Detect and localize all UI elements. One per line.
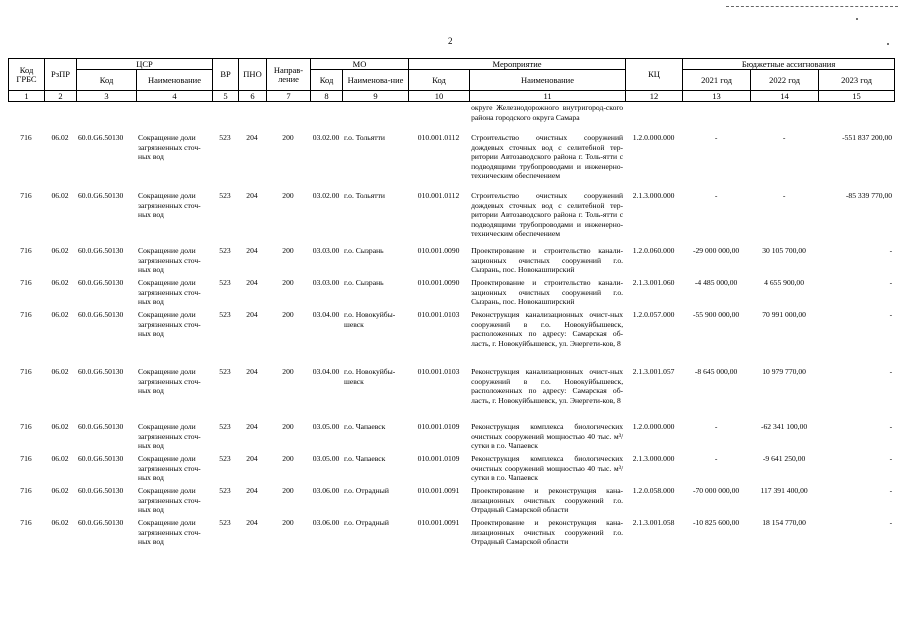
cell-grbs: 716 <box>20 133 32 142</box>
cell-2022: -9 641 250,00 <box>762 454 806 463</box>
cell-napr: 200 <box>282 422 294 431</box>
hdr-kc: КЦ <box>626 59 683 91</box>
cell-rzpr: 06.02 <box>51 422 69 431</box>
hdr-napr: Направ-ление <box>267 59 311 91</box>
col-num: 12 <box>626 91 683 102</box>
cell-napr: 200 <box>282 133 294 142</box>
cell-2023: - <box>889 367 893 376</box>
col-num: 10 <box>409 91 470 102</box>
cell-mo-kod: 03.05.00 <box>312 422 340 431</box>
col-num: 14 <box>751 91 819 102</box>
cell-kc: 1.2.0.057.000 <box>632 310 675 319</box>
cell-mo-kod: 03.04.00 <box>312 310 340 319</box>
cell-kc: 2.1.3.000.000 <box>632 191 675 200</box>
cell-vr: 523 <box>219 367 231 376</box>
cell-pno: 204 <box>246 191 258 200</box>
cell-2023: -551 837 200,00 <box>842 133 893 142</box>
cell-2022: 18 154 770,00 <box>762 518 806 527</box>
cell-pno: 204 <box>246 278 258 287</box>
cell-grbs: 716 <box>20 367 32 376</box>
hdr-mo: МО <box>311 59 409 70</box>
cell-mer-kod: 010.001.0091 <box>417 518 460 527</box>
cell-csr-name: Сокращение доли загрязненных сточ-ных вод <box>138 367 201 396</box>
hdr-mer: Мероприятие <box>409 59 626 70</box>
hdr-mo-name: Наименова-ние <box>343 70 409 91</box>
cell-mo-name: г.о. Отрадный <box>344 486 389 495</box>
cell-csr-name: Сокращение доли загрязненных сточ-ных вод <box>138 191 201 220</box>
cell-mer-name: Проектирование и реконструкция кана-лизационных очистных сооружений г.о. Отрадный Самарской области <box>471 518 624 547</box>
cell-mer-name: Строительство очистных сооружений дождевых сточных вод с селитебной тер-ритории Автозаводского района г. Толь-ятти с подводящими трубопроводами и инженерно-техническим обеспечением <box>471 133 624 181</box>
table-row <box>8 422 894 454</box>
cell-2021: -55 900 000,00 <box>692 310 740 319</box>
hdr-2022: 2022 год <box>751 70 819 91</box>
cell-mo-kod: 03.06.00 <box>312 486 340 495</box>
cell-kc: 1.2.0.058.000 <box>632 486 675 495</box>
table-row <box>8 310 894 367</box>
col-num: 2 <box>45 91 77 102</box>
cell-vr: 523 <box>219 454 231 463</box>
cell-2022: 4 655 900,00 <box>764 278 805 287</box>
hdr-csr: ЦСР <box>77 59 213 70</box>
cell-kc: 2.1.3.001.058 <box>632 518 675 527</box>
cell-kc: 2.1.3.001.060 <box>632 278 675 287</box>
cell-grbs: 716 <box>20 422 32 431</box>
cell-vr: 523 <box>219 422 231 431</box>
hdr-kod-grbs: Код ГРБС <box>9 59 45 91</box>
cell-kc: 1.2.0.000.000 <box>632 133 675 142</box>
cell-2021: -29 000 000,00 <box>692 246 740 255</box>
cell-mer-kod: 010.001.0091 <box>417 486 460 495</box>
col-num: 8 <box>311 91 343 102</box>
col-num: 13 <box>683 91 751 102</box>
cell-mo-name: г.о. Сызрань <box>344 278 384 287</box>
cell-csr-kod: 60.0.G6.50130 <box>78 486 124 495</box>
cell-2022: - <box>782 133 786 142</box>
cell-csr-name: Сокращение доли загрязненных сточ-ных вод <box>138 518 201 547</box>
cell-grbs: 716 <box>20 278 32 287</box>
cell-vr: 523 <box>219 191 231 200</box>
cell-kc: 1.2.0.060.000 <box>632 246 675 255</box>
table-row <box>8 191 894 246</box>
cell-vr: 523 <box>219 278 231 287</box>
cell-2021: - <box>714 422 718 431</box>
cell-vr: 523 <box>219 518 231 527</box>
cell-2023: -85 339 770,00 <box>845 191 893 200</box>
cell-vr: 523 <box>219 246 231 255</box>
cell-mer-name: Реконструкция комплекса биологических очистных сооружений мощностью 40 тыс. м³/сутки в г.о. Чапаевск <box>471 454 624 483</box>
cell-napr: 200 <box>282 310 294 319</box>
hdr-2021: 2021 год <box>683 70 751 91</box>
cell-grbs: 716 <box>20 310 32 319</box>
cell-grbs: 716 <box>20 454 32 463</box>
cell-napr: 200 <box>282 278 294 287</box>
cell-2023: - <box>889 486 893 495</box>
col-num: 4 <box>137 91 213 102</box>
table-row <box>8 133 894 191</box>
scan-dash-line <box>726 6 898 7</box>
cell-2021: - <box>714 454 718 463</box>
col-num: 1 <box>9 91 45 102</box>
scan-speck <box>887 43 889 45</box>
cell-pno: 204 <box>246 246 258 255</box>
cell-csr-name: Сокращение доли загрязненных сточ-ных вод <box>138 486 201 515</box>
cell-mer-kod: 010.001.0109 <box>417 422 460 431</box>
cell-rzpr: 06.02 <box>51 278 69 287</box>
cell-2023: - <box>889 422 893 431</box>
cell-mer-name: Проектирование и строительство канали-зационных очистных сооружений г.о. Сызрань, пос. Новокашпирский <box>471 246 624 275</box>
cell-2023: - <box>889 518 893 527</box>
cell-mo-kod: 03.05.00 <box>312 454 340 463</box>
hdr-2023: 2023 год <box>819 70 895 91</box>
cell-pno: 204 <box>246 454 258 463</box>
cell-vr: 523 <box>219 310 231 319</box>
cell-mo-kod: 03.03.00 <box>312 246 340 255</box>
cell-2021: -70 000 000,00 <box>692 486 740 495</box>
cell-rzpr: 06.02 <box>51 486 69 495</box>
cell-grbs: 716 <box>20 191 32 200</box>
hdr-rzpr: РзПР <box>45 59 77 91</box>
page-number: 2 <box>448 36 453 46</box>
cell-pno: 204 <box>246 518 258 527</box>
cell-csr-kod: 60.0.G6.50130 <box>78 422 124 431</box>
cell-csr-name: Сокращение доли загрязненных сточ-ных вод <box>138 133 201 162</box>
cell-2021: - <box>714 133 718 142</box>
cell-2022: -62 341 100,00 <box>760 422 808 431</box>
cell-mer-name: Реконструкция канализационных очист-ных сооружений в г.о. Новокуйбышевск, расположенных по адресу: Самарская об-ласть, г. Новокуйбышевск, ул. Энергети-ков, 8 <box>471 367 624 405</box>
cell-grbs: 716 <box>20 246 32 255</box>
cell-csr-kod: 60.0.G6.50130 <box>78 367 124 376</box>
cell-mer-name: Проектирование и строительство канали-зационных очистных сооружений г.о. Сызрань, пос. Новокашпирский <box>471 278 624 307</box>
cell-vr: 523 <box>219 133 231 142</box>
cell-rzpr: 06.02 <box>51 246 69 255</box>
cell-2023: - <box>889 454 893 463</box>
cell-mer-name: Строительство очистных сооружений дождевых сточных вод с селитебной тер-ритории Автозаводского района г. Толь-ятти с подводящими трубопроводами и инженерно-техническим обеспечением <box>471 191 624 239</box>
cell-csr-kod: 60.0.G6.50130 <box>78 454 124 463</box>
col-num: 11 <box>470 91 626 102</box>
cell-mo-name: г.о. Новокуйбы-шевск <box>344 367 396 386</box>
cell-mo-kod: 03.03.00 <box>312 278 340 287</box>
cell-csr-name: Сокращение доли загрязненных сточ-ных вод <box>138 310 201 339</box>
cell-mo-name: г.о. Чапаевск <box>344 454 386 463</box>
cell-napr: 200 <box>282 454 294 463</box>
table-row <box>8 486 894 518</box>
cell-pno: 204 <box>246 310 258 319</box>
cell-2021: -4 485 000,00 <box>694 278 738 287</box>
cell-2022: - <box>782 191 786 200</box>
cell-2021: -10 825 600,00 <box>692 518 740 527</box>
cell-pno: 204 <box>246 133 258 142</box>
cell-napr: 200 <box>282 191 294 200</box>
cell-kc: 1.2.0.000.000 <box>632 422 675 431</box>
cell-mo-kod: 03.04.00 <box>312 367 340 376</box>
cell-grbs: 716 <box>20 486 32 495</box>
cell-mo-name: г.о. Тольятти <box>344 191 385 200</box>
cell-rzpr: 06.02 <box>51 454 69 463</box>
cell-grbs: 716 <box>20 518 32 527</box>
cell-napr: 200 <box>282 486 294 495</box>
cell-csr-kod: 60.0.G6.50130 <box>78 246 124 255</box>
col-num: 7 <box>267 91 311 102</box>
hdr-mer-kod: Код <box>409 70 470 91</box>
cell-csr-name: Сокращение доли загрязненных сточ-ных вод <box>138 454 201 483</box>
continuation-text: округе Железнодорожного внутригород-ского района городского округа Самара <box>471 103 624 122</box>
cell-csr-name: Сокращение доли загрязненных сточ-ных вод <box>138 246 201 275</box>
table-header <box>8 58 895 102</box>
hdr-pno: ПНО <box>239 59 267 91</box>
cell-mo-name: г.о. Отрадный <box>344 518 389 527</box>
cell-csr-kod: 60.0.G6.50130 <box>78 310 124 319</box>
cell-mer-kod: 010.001.0112 <box>417 191 460 200</box>
cell-csr-kod: 60.0.G6.50130 <box>78 518 124 527</box>
cell-rzpr: 06.02 <box>51 367 69 376</box>
col-num: 5 <box>213 91 239 102</box>
cell-mo-name: г.о. Чапаевск <box>344 422 386 431</box>
hdr-vr: ВР <box>213 59 239 91</box>
cell-kc: 2.1.3.001.057 <box>632 367 675 376</box>
cell-mo-name: г.о. Сызрань <box>344 246 384 255</box>
cell-mo-name: г.о. Тольятти <box>344 133 385 142</box>
cell-mer-name: Реконструкция комплекса биологических очистных сооружений мощностью 40 тыс. м³/сутки в г.о. Чапаевск <box>471 422 624 451</box>
table-row <box>8 454 894 486</box>
cell-2022: 70 991 000,00 <box>762 310 806 319</box>
cell-pno: 204 <box>246 422 258 431</box>
cell-mer-kod: 010.001.0090 <box>417 246 460 255</box>
cell-csr-name: Сокращение доли загрязненных сточ-ных вод <box>138 278 201 307</box>
cell-mer-kod: 010.001.0112 <box>417 133 460 142</box>
table-row <box>8 278 894 310</box>
cell-vr: 523 <box>219 486 231 495</box>
col-num: 3 <box>77 91 137 102</box>
cell-2022: 117 391 400,00 <box>760 486 808 495</box>
col-num: 6 <box>239 91 267 102</box>
cell-mer-kod: 010.001.0109 <box>417 454 460 463</box>
cell-2023: - <box>889 246 893 255</box>
cell-csr-name: Сокращение доли загрязненных сточ-ных вод <box>138 422 201 451</box>
cell-napr: 200 <box>282 246 294 255</box>
cell-napr: 200 <box>282 367 294 376</box>
col-num: 9 <box>343 91 409 102</box>
cell-pno: 204 <box>246 486 258 495</box>
scan-speck <box>856 18 858 20</box>
cell-rzpr: 06.02 <box>51 191 69 200</box>
table-row <box>8 246 894 278</box>
hdr-csr-kod: Код <box>77 70 137 91</box>
cell-csr-kod: 60.0.G6.50130 <box>78 278 124 287</box>
cell-mer-kod: 010.001.0103 <box>417 310 460 319</box>
cell-mo-kod: 03.02.00 <box>312 191 340 200</box>
hdr-budget: Бюджетные ассигнования <box>683 59 895 70</box>
data-table <box>8 103 894 552</box>
table-row <box>8 518 894 552</box>
cell-mer-kod: 010.001.0090 <box>417 278 460 287</box>
hdr-mo-kod: Код <box>311 70 343 91</box>
table-row <box>8 367 894 422</box>
cell-2022: 10 979 770,00 <box>762 367 806 376</box>
cell-pno: 204 <box>246 367 258 376</box>
cell-2021: -8 645 000,00 <box>694 367 738 376</box>
cell-napr: 200 <box>282 518 294 527</box>
cell-2022: 30 105 700,00 <box>762 246 806 255</box>
cell-2023: - <box>889 278 893 287</box>
cell-kc: 2.1.3.000.000 <box>632 454 675 463</box>
cell-mo-name: г.о. Новокуйбы-шевск <box>344 310 396 329</box>
cell-rzpr: 06.02 <box>51 310 69 319</box>
cell-csr-kod: 60.0.G6.50130 <box>78 133 124 142</box>
cell-csr-kod: 60.0.G6.50130 <box>78 191 124 200</box>
cell-rzpr: 06.02 <box>51 133 69 142</box>
cell-mer-kod: 010.001.0103 <box>417 367 460 376</box>
cell-2023: - <box>889 310 893 319</box>
col-num: 15 <box>819 91 895 102</box>
cell-mo-kod: 03.02.00 <box>312 133 340 142</box>
cell-mer-name: Проектирование и реконструкция кана-лизационных очистных сооружений г.о. Отрадный Самарской области <box>471 486 624 515</box>
hdr-mer-name: Наименование <box>470 70 626 91</box>
cell-2021: - <box>714 191 718 200</box>
cell-rzpr: 06.02 <box>51 518 69 527</box>
cell-mo-kod: 03.06.00 <box>312 518 340 527</box>
hdr-csr-name: Наименование <box>137 70 213 91</box>
cell-mer-name: Реконструкция канализационных очист-ных сооружений в г.о. Новокуйбышевск, расположенных по адресу: Самарская об-ласть, г. Новокуйбышевск, ул. Энергети-ков, 8 <box>471 310 624 348</box>
